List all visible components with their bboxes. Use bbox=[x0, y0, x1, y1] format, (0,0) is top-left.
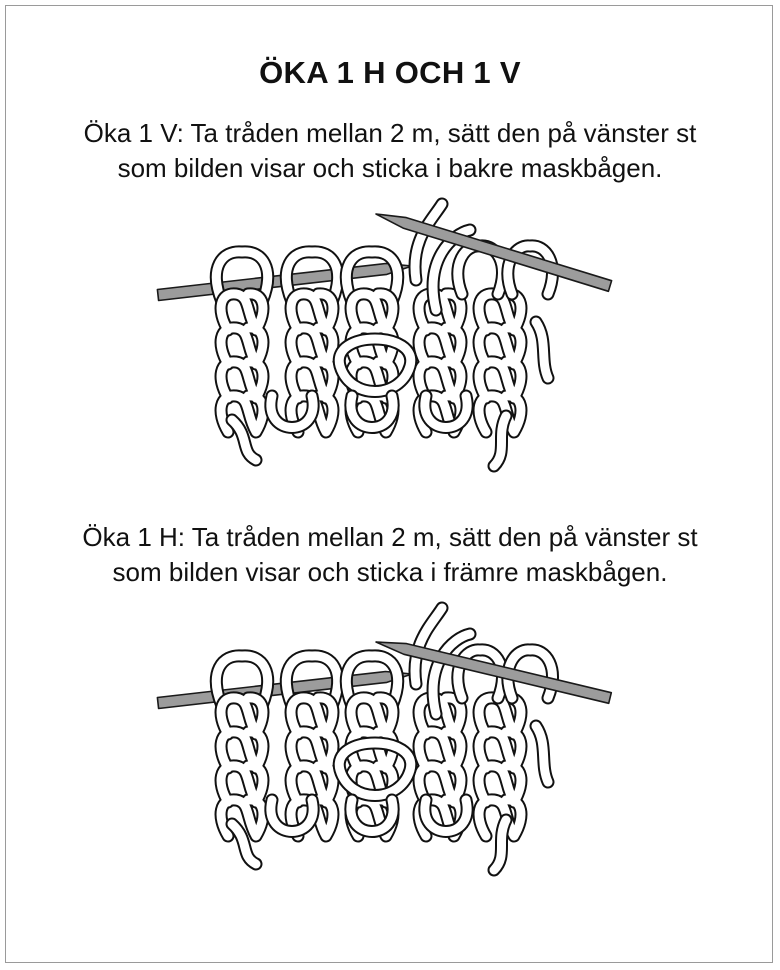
stitch-column bbox=[221, 698, 263, 836]
knitting-illustration-left-increase bbox=[0, 190, 780, 490]
stitch-column bbox=[479, 698, 521, 836]
yarn-end bbox=[536, 322, 548, 378]
instruction-line: Öka 1 V: Ta tråden mellan 2 m, sätt den på vänster st bbox=[83, 118, 697, 148]
yarn-end bbox=[494, 416, 506, 466]
stitch-column bbox=[221, 294, 263, 432]
instruction-line: som bilden visar och sticka i främre maskbågen. bbox=[112, 557, 668, 587]
knitting-illustration-right-increase bbox=[0, 594, 780, 894]
page-title: ÖKA 1 H OCH 1 V bbox=[259, 55, 521, 90]
instruction-increase-right bbox=[0, 520, 780, 590]
yarn-end bbox=[494, 820, 506, 870]
instruction-line: Öka 1 H: Ta tråden mellan 2 m, sätt den på vänster st bbox=[82, 522, 698, 552]
yarn-end bbox=[536, 726, 548, 782]
instruction-increase-left bbox=[0, 116, 780, 186]
stitch-column bbox=[479, 294, 521, 432]
instruction-line: som bilden visar och sticka i bakre maskbågen. bbox=[117, 153, 663, 183]
